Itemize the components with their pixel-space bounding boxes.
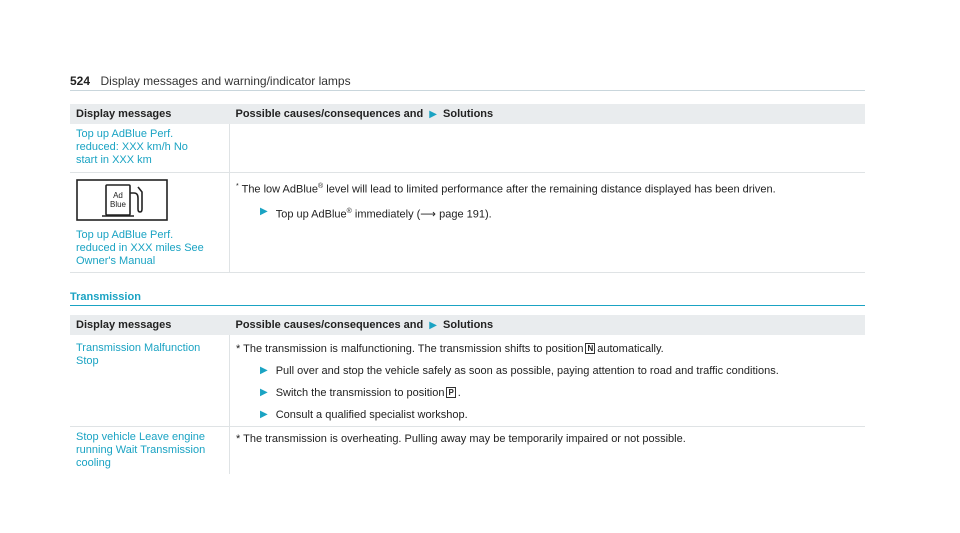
table-row <box>70 124 865 172</box>
table-row <box>70 335 865 427</box>
step-arrow-icon: ▶ <box>260 365 268 376</box>
solution-step: ▶ Pull over and stop the vehicle safely as soon as possible, paying attention to road and traffic conditions. <box>260 365 779 377</box>
section-title-transmission: Transmission <box>70 291 865 306</box>
col-causes-solutions <box>230 315 866 335</box>
display-message: Transmission Malfunction Stop <box>76 342 201 367</box>
col-solutions-label: Solutions <box>443 108 494 120</box>
adblue-fuel-pump-icon <box>76 179 168 221</box>
page-reference-link[interactable]: page 191). <box>436 208 492 221</box>
col-causes-label: Possible causes/consequences and <box>235 319 424 331</box>
col-causes-solutions <box>230 104 866 124</box>
display-message-cell <box>70 124 230 172</box>
table-row <box>70 427 865 475</box>
adblue-messages-table <box>70 104 865 273</box>
display-message-cell <box>70 427 230 475</box>
solution-arrow-icon: ▶ <box>429 109 437 120</box>
display-message: Top up AdBlue Perf. reduced: XXX km/h No start in XXX km <box>76 128 188 166</box>
causes-cell <box>230 427 866 475</box>
table-row <box>70 172 865 272</box>
col-causes-label: Possible causes/consequences and <box>235 108 424 120</box>
transmission-messages-table <box>70 315 865 474</box>
display-message: Stop vehicle Leave engine running Wait Transmission cooling <box>76 431 206 469</box>
step-arrow-icon: ▶ <box>260 206 268 218</box>
solution-step: ▶ Top up AdBlue® immediately (⟶ page 191). <box>260 206 492 221</box>
col-solutions-label: Solutions <box>443 319 494 331</box>
causes-cell <box>230 172 866 272</box>
step-arrow-icon: ▶ <box>260 387 268 398</box>
display-message-cell <box>70 172 230 272</box>
table-header-row <box>70 315 865 335</box>
display-message-cell <box>70 335 230 427</box>
col-display-messages: Display messages <box>70 104 230 124</box>
svg-text:Blue: Blue <box>109 199 127 209</box>
solution-step: ▶ Switch the transmission to position P . <box>260 387 461 399</box>
solution-arrow-icon: ▶ <box>429 320 437 331</box>
causes-cell <box>230 124 866 172</box>
step-arrow-icon: ▶ <box>260 409 268 420</box>
gear-n-icon: N <box>587 344 594 353</box>
causes-cell <box>230 335 866 427</box>
svg-text:Ad: Ad <box>113 190 123 200</box>
solution-step: ▶ Consult a qualified specialist workshop. <box>260 409 468 421</box>
cause-text: * The transmission is overheating. Pulling away may be temporarily impaired or not possible. <box>236 433 686 445</box>
page-header <box>70 72 865 91</box>
gear-p-icon: P <box>448 388 454 397</box>
col-display-messages: Display messages <box>70 315 230 335</box>
cause-text: * The transmission is malfunctioning. The transmission shifts to position N automatically. <box>236 343 664 355</box>
page-ref-arrow-icon: ⟶ <box>420 208 437 221</box>
display-message: Top up AdBlue Perf. reduced in XXX miles See Owner's Manual <box>76 228 204 267</box>
table-header-row <box>70 104 865 124</box>
cause-text: * The low AdBlue® level will lead to limited performance after the remaining distance displayed has been driven. <box>236 182 776 196</box>
page-title: Display messages and warning/indicator lamps <box>100 74 351 88</box>
page-number: 524 <box>70 74 91 88</box>
